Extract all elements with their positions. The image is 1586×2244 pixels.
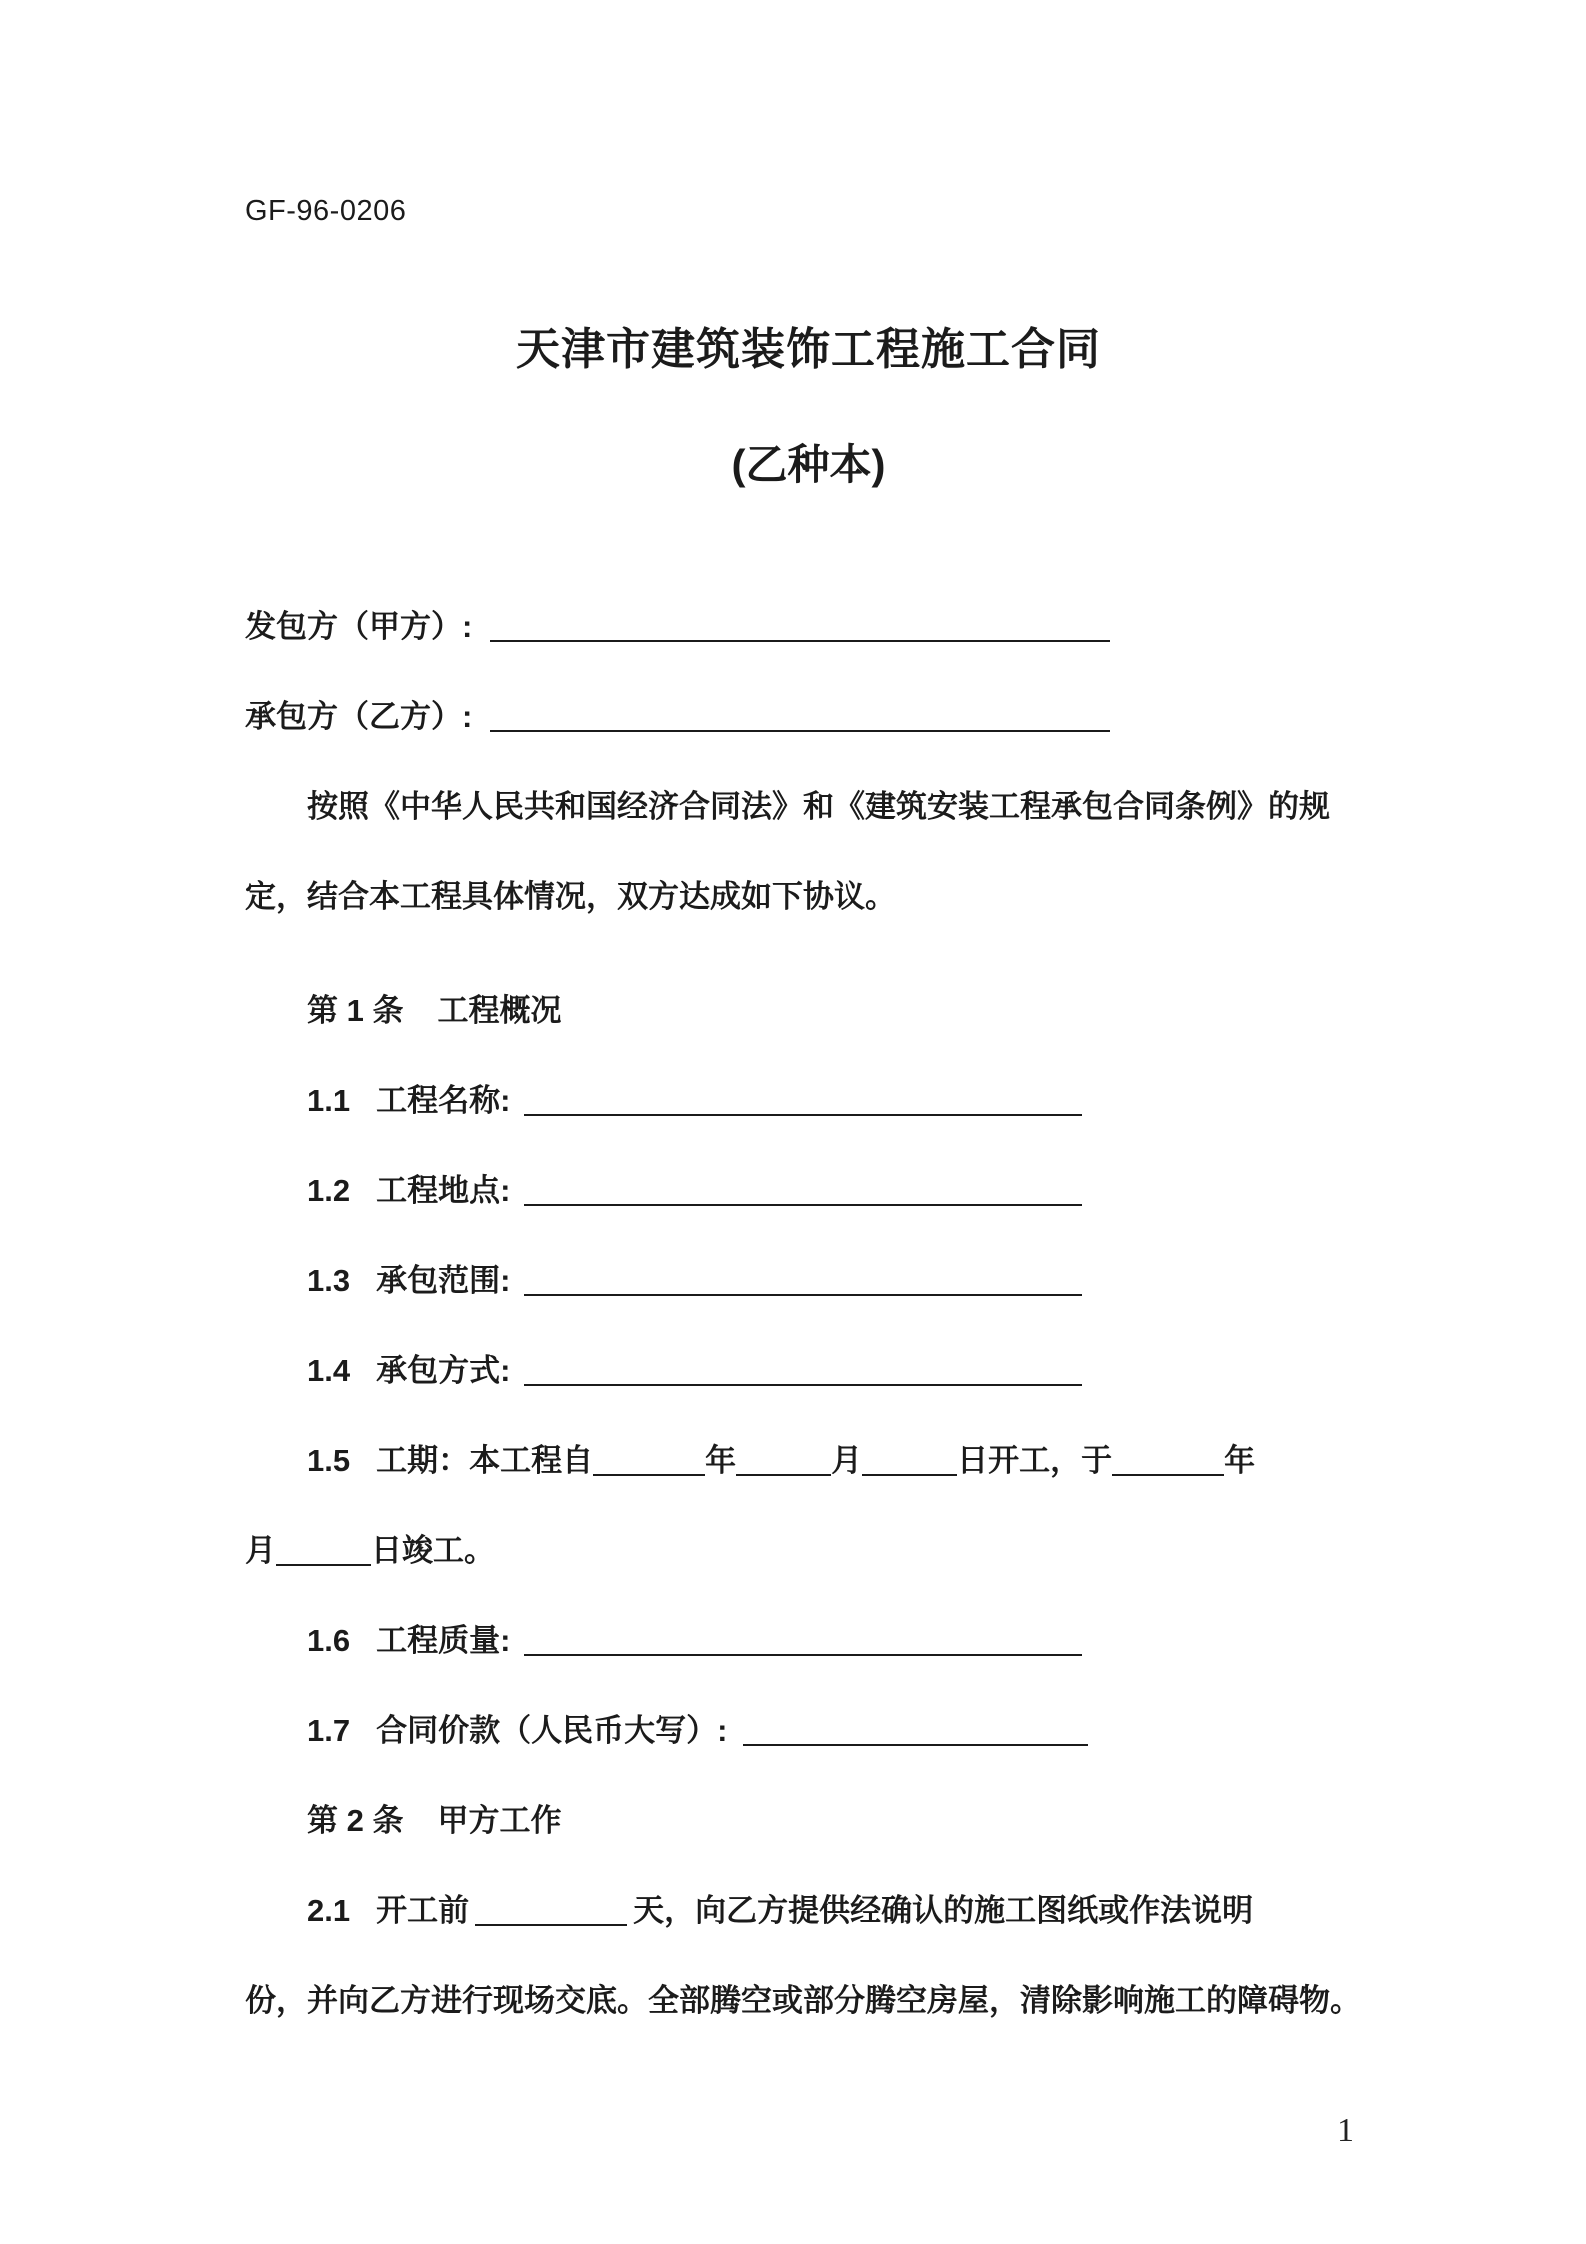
end-day-blank-field[interactable] xyxy=(276,1554,371,1566)
party-b-row xyxy=(245,672,1372,762)
section-2-number: 第 2 条 xyxy=(307,1803,404,1838)
clause-1-7 xyxy=(245,1686,1372,1776)
clause-1-5 xyxy=(245,1416,1372,1596)
party-a-row xyxy=(245,582,1372,672)
clause-1-6 xyxy=(245,1596,1372,1686)
party-a-blank-field[interactable] xyxy=(490,630,1110,642)
start-month-unit: 月 xyxy=(831,1443,863,1478)
doc-title: 天津市建筑装饰工程施工合同 xyxy=(516,325,1101,374)
clause-1-3-label: 承包范围: xyxy=(376,1263,511,1298)
end-year-unit: 年 xyxy=(1224,1443,1256,1478)
section-1-heading xyxy=(245,966,1372,1056)
clause-1-4-number: 1.4 xyxy=(307,1353,351,1388)
clause-1-6-number: 1.6 xyxy=(307,1623,351,1658)
section-2-title: 甲方工作 xyxy=(437,1803,562,1838)
clause-1-7-label: 合同价款（人民币大写）: xyxy=(376,1713,728,1748)
start-day-blank-field[interactable] xyxy=(862,1464,957,1476)
clause-1-2-number: 1.2 xyxy=(307,1173,351,1208)
clause-1-1-number: 1.1 xyxy=(307,1083,351,1118)
clause-1-2-label: 工程地点: xyxy=(376,1173,511,1208)
party-b-blank-field[interactable] xyxy=(490,720,1110,732)
clause-1-5-intro: 工期：本工程自 xyxy=(376,1443,594,1478)
doc-subtitle: (乙种本) xyxy=(731,441,886,488)
clause-1-1-blank-field[interactable] xyxy=(524,1104,1082,1116)
clause-1-4-label: 承包方式: xyxy=(376,1353,511,1388)
clause-1-4 xyxy=(245,1326,1372,1416)
preamble-paragraph xyxy=(245,762,1372,942)
section-2-heading xyxy=(245,1776,1372,1866)
clause-1-3-blank-field[interactable] xyxy=(524,1284,1082,1296)
clause-2-1-line1-rest: 天，向乙方提供经确认的施工图纸或作法说明 xyxy=(633,1893,1254,1928)
preamble-line-1: 按照《中华人民共和国经济合同法》和《建筑安装工程承包合同条例》的规 xyxy=(307,789,1330,824)
days-blank-field[interactable] xyxy=(475,1914,627,1926)
end-year-blank-field[interactable] xyxy=(1112,1464,1224,1476)
clause-1-6-label: 工程质量: xyxy=(376,1623,511,1658)
end-month-unit: 月 xyxy=(245,1533,276,1568)
start-month-blank-field[interactable] xyxy=(736,1464,831,1476)
section-1-title: 工程概况 xyxy=(437,993,562,1028)
clause-1-3-number: 1.3 xyxy=(307,1263,351,1298)
clause-2-1 xyxy=(245,1866,1372,2046)
clause-1-6-blank-field[interactable] xyxy=(524,1644,1082,1656)
clause-1-2 xyxy=(245,1146,1372,1236)
section-1-number: 第 1 条 xyxy=(307,993,404,1028)
preamble-line-2: 定，结合本工程具体情况，双方达成如下协议。 xyxy=(245,879,896,914)
clause-2-1-number: 2.1 xyxy=(307,1893,351,1928)
start-year-unit: 年 xyxy=(705,1443,737,1478)
clause-1-5-number: 1.5 xyxy=(307,1443,351,1478)
page-number: 1 xyxy=(1337,2112,1354,2149)
party-a-label: 发包方（甲方）: xyxy=(245,609,473,644)
clause-1-2-blank-field[interactable] xyxy=(524,1194,1082,1206)
start-year-blank-field[interactable] xyxy=(593,1464,705,1476)
clause-1-7-blank-field[interactable] xyxy=(743,1734,1088,1746)
party-block xyxy=(245,582,1372,762)
clause-2-1-line2: 份，并向乙方进行现场交底。全部腾空或部分腾空房屋，清除影响施工的障碍物。 xyxy=(245,1983,1361,2018)
clause-1-4-blank-field[interactable] xyxy=(524,1374,1082,1386)
clause-2-1-before-blank: 开工前 xyxy=(376,1893,470,1928)
clause-1-5-end-text: 日竣工。 xyxy=(371,1533,495,1568)
clause-1-1-label: 工程名称: xyxy=(376,1083,511,1118)
clause-1-1 xyxy=(245,1056,1372,1146)
clause-1-3 xyxy=(245,1236,1372,1326)
clause-1-5-start-text: 日开工，于 xyxy=(957,1443,1113,1478)
doc-code: GF-96-0206 xyxy=(245,195,407,227)
clause-1-7-number: 1.7 xyxy=(307,1713,351,1748)
party-b-label: 承包方（乙方）: xyxy=(245,699,473,734)
